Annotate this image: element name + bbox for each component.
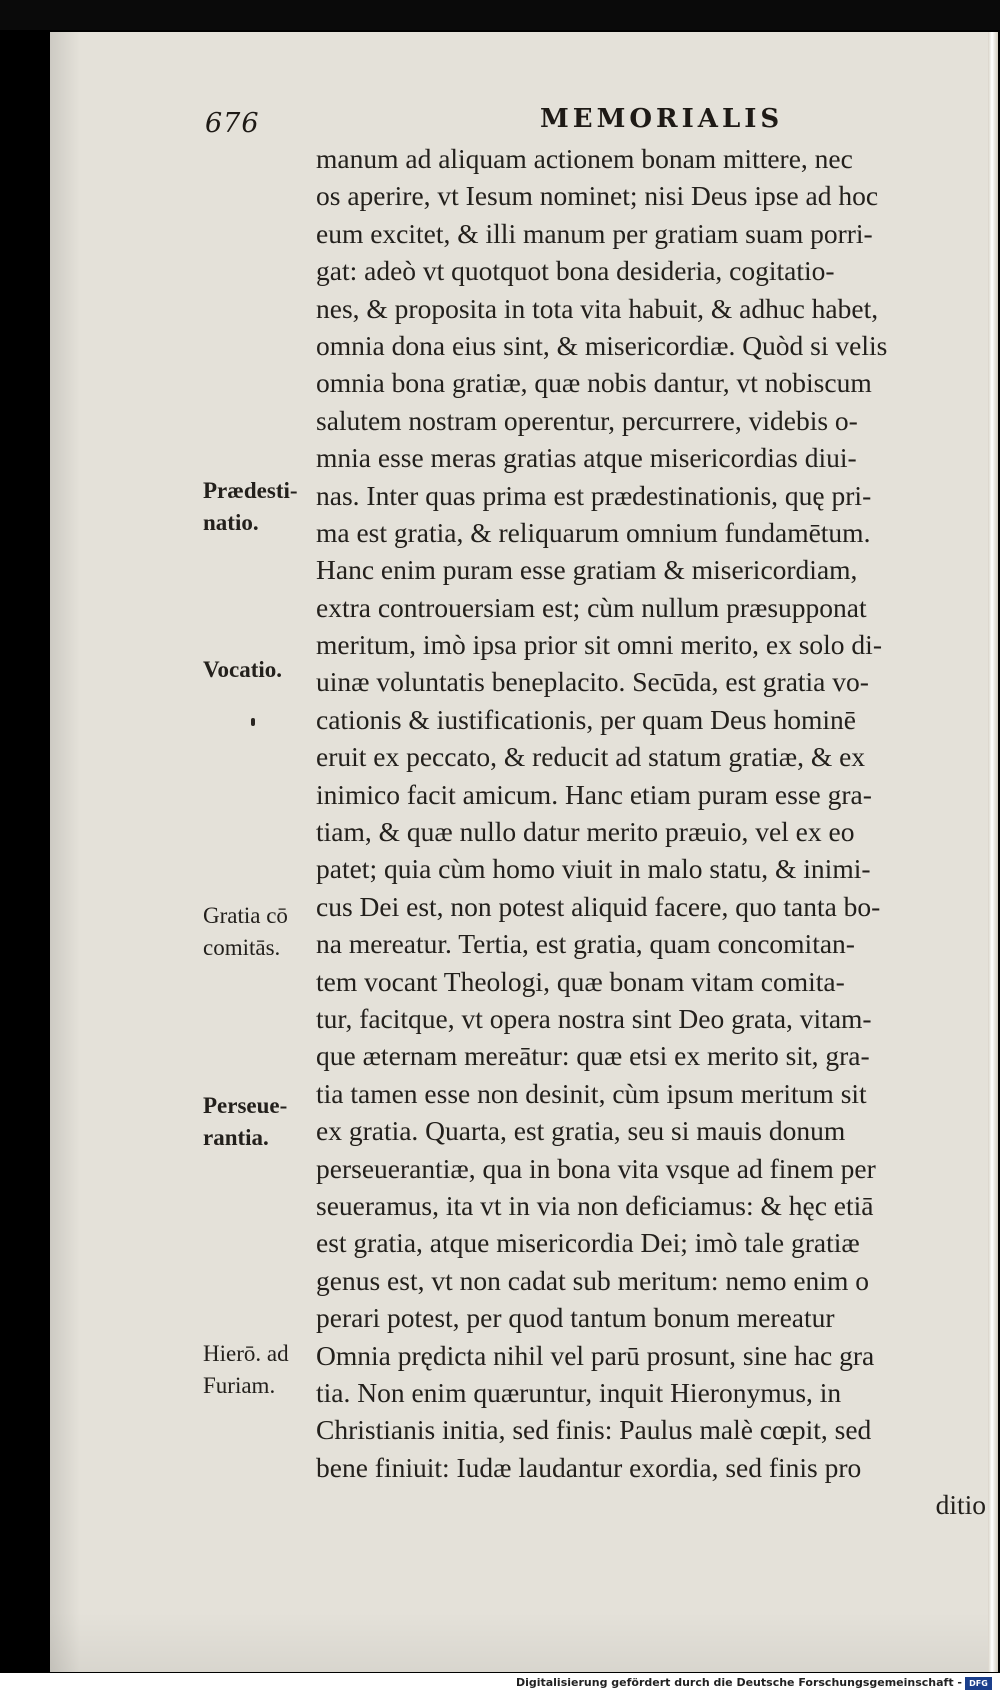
ink-mark [251, 718, 255, 726]
margin-note-line: Perseue- [203, 1093, 288, 1118]
text-line: omnia dona eius sint, & misericordiæ. Quòd si velis [316, 329, 888, 361]
text-line: seueramus, ita vt in via non deficiamus: & hęc etiā [316, 1189, 874, 1221]
running-title: MEMORIALIS [540, 104, 784, 134]
text-line: uinæ voluntatis beneplacito. Secūda, est gratia vo- [316, 666, 869, 698]
text-line: cationis & iustificationis, per quam Deus hominē [316, 703, 856, 735]
text-line: omnia bona gratiæ, quæ nobis dantur, vt nobiscum [316, 367, 872, 399]
text-line: cus Dei est, non potest aliquid facere, quo tanta bo- [316, 890, 881, 922]
margin-note-praedestinatio [203, 475, 298, 539]
text-line: salutem nostram operentur, percurrere, videbis o- [316, 404, 858, 436]
margin-note-line: Vocatio. [203, 657, 283, 682]
text-line: ma est gratia, & reliquarum omnium fundamētum. [316, 516, 871, 548]
digitization-footer [0, 1673, 1000, 1695]
text-line: tur, facitque, vt opera nostra sint Deo grata, vitam- [316, 1002, 872, 1034]
text-line: Hanc enim puram esse gratiam & misericordiam, [316, 554, 858, 586]
text-line: tia tamen esse non desinit, cùm ipsum meritum sit [316, 1077, 867, 1109]
text-line: ex gratia. Quarta, est gratia, seu si mauis donum [316, 1115, 846, 1147]
text-line: extra controuersiam est; cùm nullum præsupponat [316, 591, 867, 623]
text-line: inimico facit amicum. Hanc etiam puram esse gra- [316, 778, 872, 810]
text-line: eum excitet, & illi manum per gratiam suam porri- [316, 217, 873, 249]
margin-note-line: rantia. [203, 1125, 269, 1150]
margin-note-line: comitās. [203, 935, 281, 960]
text-line: meritum, imò ipsa prior sit omni merito, ex solo di- [316, 629, 882, 661]
text-line: os aperire, vt Iesum nominet; nisi Deus ipse ad hoc [316, 180, 879, 212]
dfg-logo: DFG [965, 1677, 992, 1690]
text-line: tia. Non enim quæruntur, inquit Hieronymus, in [316, 1376, 842, 1408]
text-line: gat: adeò vt quotquot bona desideria, cogitatio- [316, 255, 835, 287]
text-line: ditio [935, 1489, 986, 1521]
text-line: genus est, vt non cadat sub meritum: nemo enim o [316, 1264, 869, 1296]
margin-note-line: Prædesti- [203, 478, 298, 503]
text-line: patet; quia cùm homo viuit in malo statu, & inimi- [316, 853, 871, 885]
text-line: eruit ex peccato, & reducit ad statum gratiæ, & ex [316, 741, 866, 773]
margin-note-line: Furiam. [203, 1373, 276, 1398]
margin-note-vocatio [203, 654, 282, 686]
text-line: perseuerantiæ, qua in bona vita vsque ad finem per [316, 1152, 876, 1184]
footer-credit: Digitalisierung gefördert durch die Deutsche Forschungsgemeinschaft - [515, 1676, 962, 1689]
text-line: Omnia prędicta nihil vel parū prosunt, sine hac gra [316, 1339, 875, 1371]
text-line: nas. Inter quas prima est prædestinationis, quę pri- [316, 479, 872, 511]
text-line: mnia esse meras gratias atque misericordias diui- [316, 442, 857, 474]
margin-note-line: Hierō. ad [203, 1341, 289, 1366]
margin-note-hieronymus [203, 1338, 289, 1402]
margin-note-perseuerantia [203, 1090, 287, 1154]
text-line: nes, & proposita in tota vita habuit, & adhuc habet, [316, 292, 879, 324]
text-line: manum ad aliquam actionem bonam mittere, nec [316, 143, 853, 174]
body-text [316, 140, 998, 1523]
text-line: na mereatur. Tertia, est gratia, quam concomitan- [316, 928, 855, 960]
text-line: que æternam mereātur: quæ etsi ex merito sit, gra- [316, 1040, 870, 1072]
text-line: bene finiuit: Iudæ laudantur exordia, sed finis pro [316, 1451, 862, 1483]
text-line: perari potest, per quod tantum bonum mereatur [316, 1302, 835, 1334]
scan-top-border [0, 0, 1000, 30]
text-line: est gratia, atque misericordia Dei; imò tale gratiæ [316, 1227, 860, 1259]
text-line: tem vocant Theologi, quæ bonam vitam comita- [316, 965, 845, 997]
text-line: Christianis initia, sed finis: Paulus malè cœpit, sed [316, 1414, 872, 1446]
page-number: 676 [205, 108, 260, 139]
margin-note-line: natio. [203, 510, 259, 535]
margin-note-gratia-concomitans [203, 900, 288, 964]
text-line: tiam, & quæ nullo datur merito præuio, vel ex eo [316, 816, 855, 848]
margin-note-line: Gratia cō [203, 903, 288, 928]
